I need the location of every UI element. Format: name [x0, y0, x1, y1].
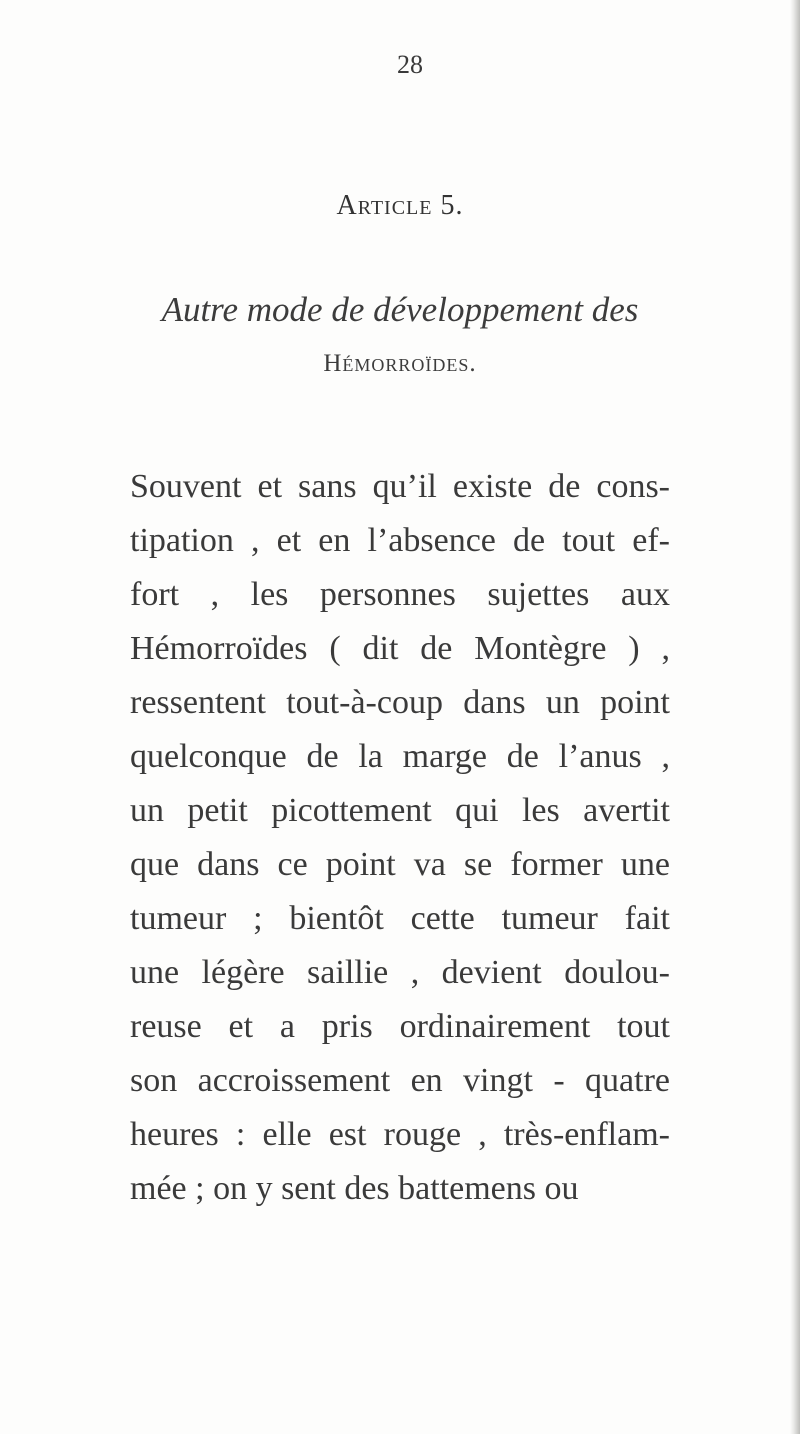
paragraph-line: fort , les personnes sujettes aux [130, 576, 670, 613]
body-paragraph [130, 460, 670, 1216]
paragraph-line: une légère saillie , devient doulou- [130, 954, 670, 991]
paragraph-line: tipation , et en l’absence de tout ef- [130, 522, 670, 559]
paragraph-line: tumeur ; bientôt cette tumeur fait [130, 900, 670, 937]
paragraph-line: son accroissement en vingt - quatre [130, 1062, 670, 1099]
paragraph-line: Hémorroïdes ( dit de Montègre ) , [130, 630, 670, 667]
section-subtitle-caps: Hémorroïdes. [323, 350, 477, 377]
section-subtitle-italic: Autre mode de développement des [161, 290, 639, 329]
paragraph-line: Souvent et sans qu’il existe de cons- [130, 468, 670, 505]
article-heading: Article 5. [336, 190, 464, 221]
paragraph-line: mée ; on y sent des battemens ou [130, 1170, 579, 1207]
paragraph-line: un petit picottement qui les avertit [130, 792, 670, 829]
page-edge-shadow [790, 0, 800, 1434]
paragraph-line: quelconque de la marge de l’anus , [130, 738, 670, 775]
page-number: 28 [397, 50, 423, 79]
paragraph-line: heures : elle est rouge , très-enflam- [130, 1116, 670, 1153]
paragraph-line: que dans ce point va se former une [130, 846, 670, 883]
paragraph-line: reuse et a pris ordinairement tout [130, 1008, 670, 1045]
paragraph-line: ressentent tout-à-coup dans un point [130, 684, 670, 721]
